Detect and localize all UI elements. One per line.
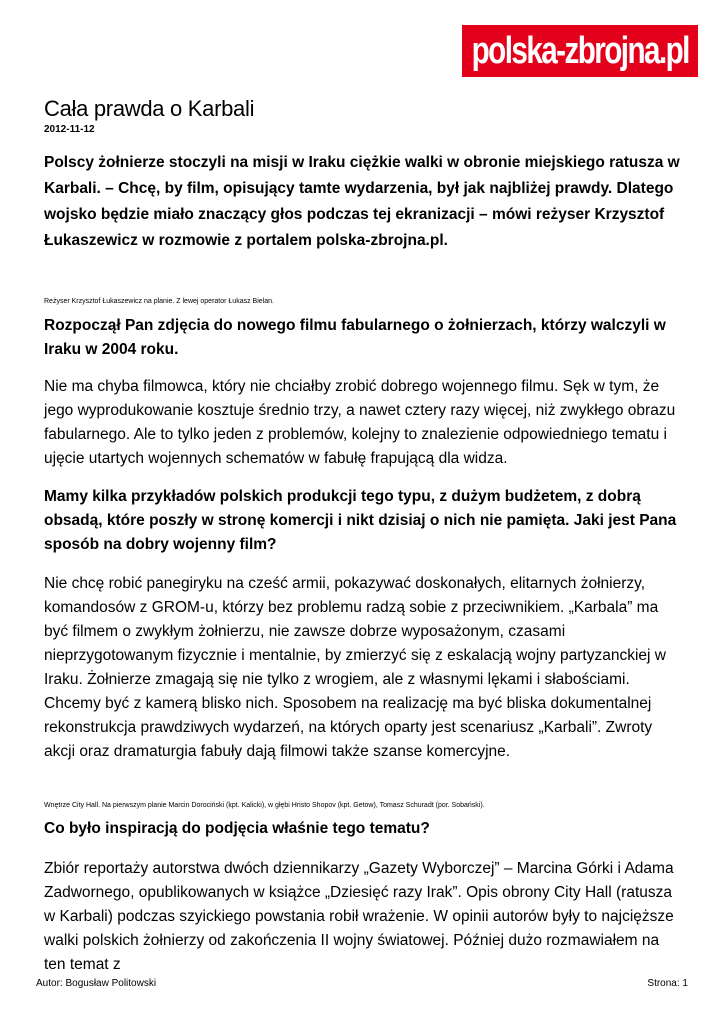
article-date: 2012-11-12 xyxy=(44,124,95,135)
interview-question-3: Co było inspiracją do podjęcia właśnie tego tematu? xyxy=(44,820,430,837)
interview-answer-1: Nie ma chyba filmowca, który nie chciałby zrobić dobrego wojennego filmu. Sęk w tym, że jego wyprodukowanie kosztuje średnio trzy, a nawet cztery razy więcej, niż zwykłego obrazu fabularnego. Ale to tylko jeden z problemów, kolejny to znalezienie odpowiedniego tematu i ujęcie utartych wojennych schematów w fabułę frapującą dla widza. xyxy=(44,378,676,467)
photo-caption-1: Reżyser Krzysztof Łukaszewicz na planie. Z lewej operator Łukasz Bielan. xyxy=(44,298,274,305)
interview-question-2: Mamy kilka przykładów polskich produkcji tego typu, z dużym budżetem, z dobrą obsadą, które poszły w stronę komercji i nikt dzisiaj o nich nie pamięta. Jaki jest Pana sposób na dobry wojenny film? xyxy=(44,488,677,553)
article-title: Cała prawda o Karbali xyxy=(44,96,255,121)
interview-question-1: Rozpoczął Pan zdjęcia do nowego filmu fabularnego o żołnierzach, którzy walczyli w Iraku w 2004 roku. xyxy=(44,317,666,358)
footer-author: Autor: Bogusław Politowski xyxy=(36,978,157,989)
site-logo[interactable] xyxy=(462,25,698,77)
article-lead: Polscy żołnierze stoczyli na misji w Iraku ciężkie walki w obronie miejskiego ratusza w Karbali. – Chcę, by film, opisujący tamte wydarzenia, był jak najbliżej prawdy. Dlatego wojsko będzie miało znaczący głos podczas tej ekranizacji – mówi reżyser Krzysztof Łukaszewicz w rozmowie z portalem polska-zbrojna.pl. xyxy=(44,154,680,249)
site-logo-text: polska-zbrojna.pl xyxy=(471,29,689,72)
photo-caption-2: Wnętrze City Hall. Na pierwszym planie Marcin Dorociński (kpt. Kalicki), w głębi Hristo Shopov (kpt. Getow), Tomasz Schuradt (por. Sobański). xyxy=(44,802,485,809)
footer-page-number: Strona: 1 xyxy=(647,978,688,989)
interview-answer-2: Nie chcę robić panegiryku na cześć armii, pokazywać doskonałych, elitarnych żołnierzy, komandosów z GROM-u, którzy bez problemu radzą sobie z przeciwnikiem. „Karbala” ma być filmem o zwykłym żołnierzu, nie zawsze dobrze wyposażonym, czasami nieprzygotowanym fizycznie i mentalnie, by zmierzyć się z eskalacją wojny partyzanckiej w Iraku. Żołnierze zmagają się nie tylko z wrogiem, ale z własnymi lękami i słabościami. Chcemy być z kamerą blisko nich. Sposobem na realizację ma być bliska dokumentalnej rekonstrukcja prawdziwych wydarzeń, na których oparty jest scenariusz „Karbali”. Zwroty akcji oraz dramaturgia fabuły dają filmowi także szanse komercyjne. xyxy=(44,575,666,760)
interview-answer-3: Zbiór reportaży autorstwa dwóch dziennikarzy „Gazety Wyborczej” – Marcina Górki i Adama Zadwornego, opublikowanych w książce „Dziesięć razy Irak”. Opis obrony City Hall (ratusza w Karbali) podczas szyickiego powstania robił wrażenie. W opinii autorów były to najcięższe walki polskich żołnierzy od zakończenia II wojny światowej. Później dużo rozmawiałem na ten temat z xyxy=(44,860,674,973)
